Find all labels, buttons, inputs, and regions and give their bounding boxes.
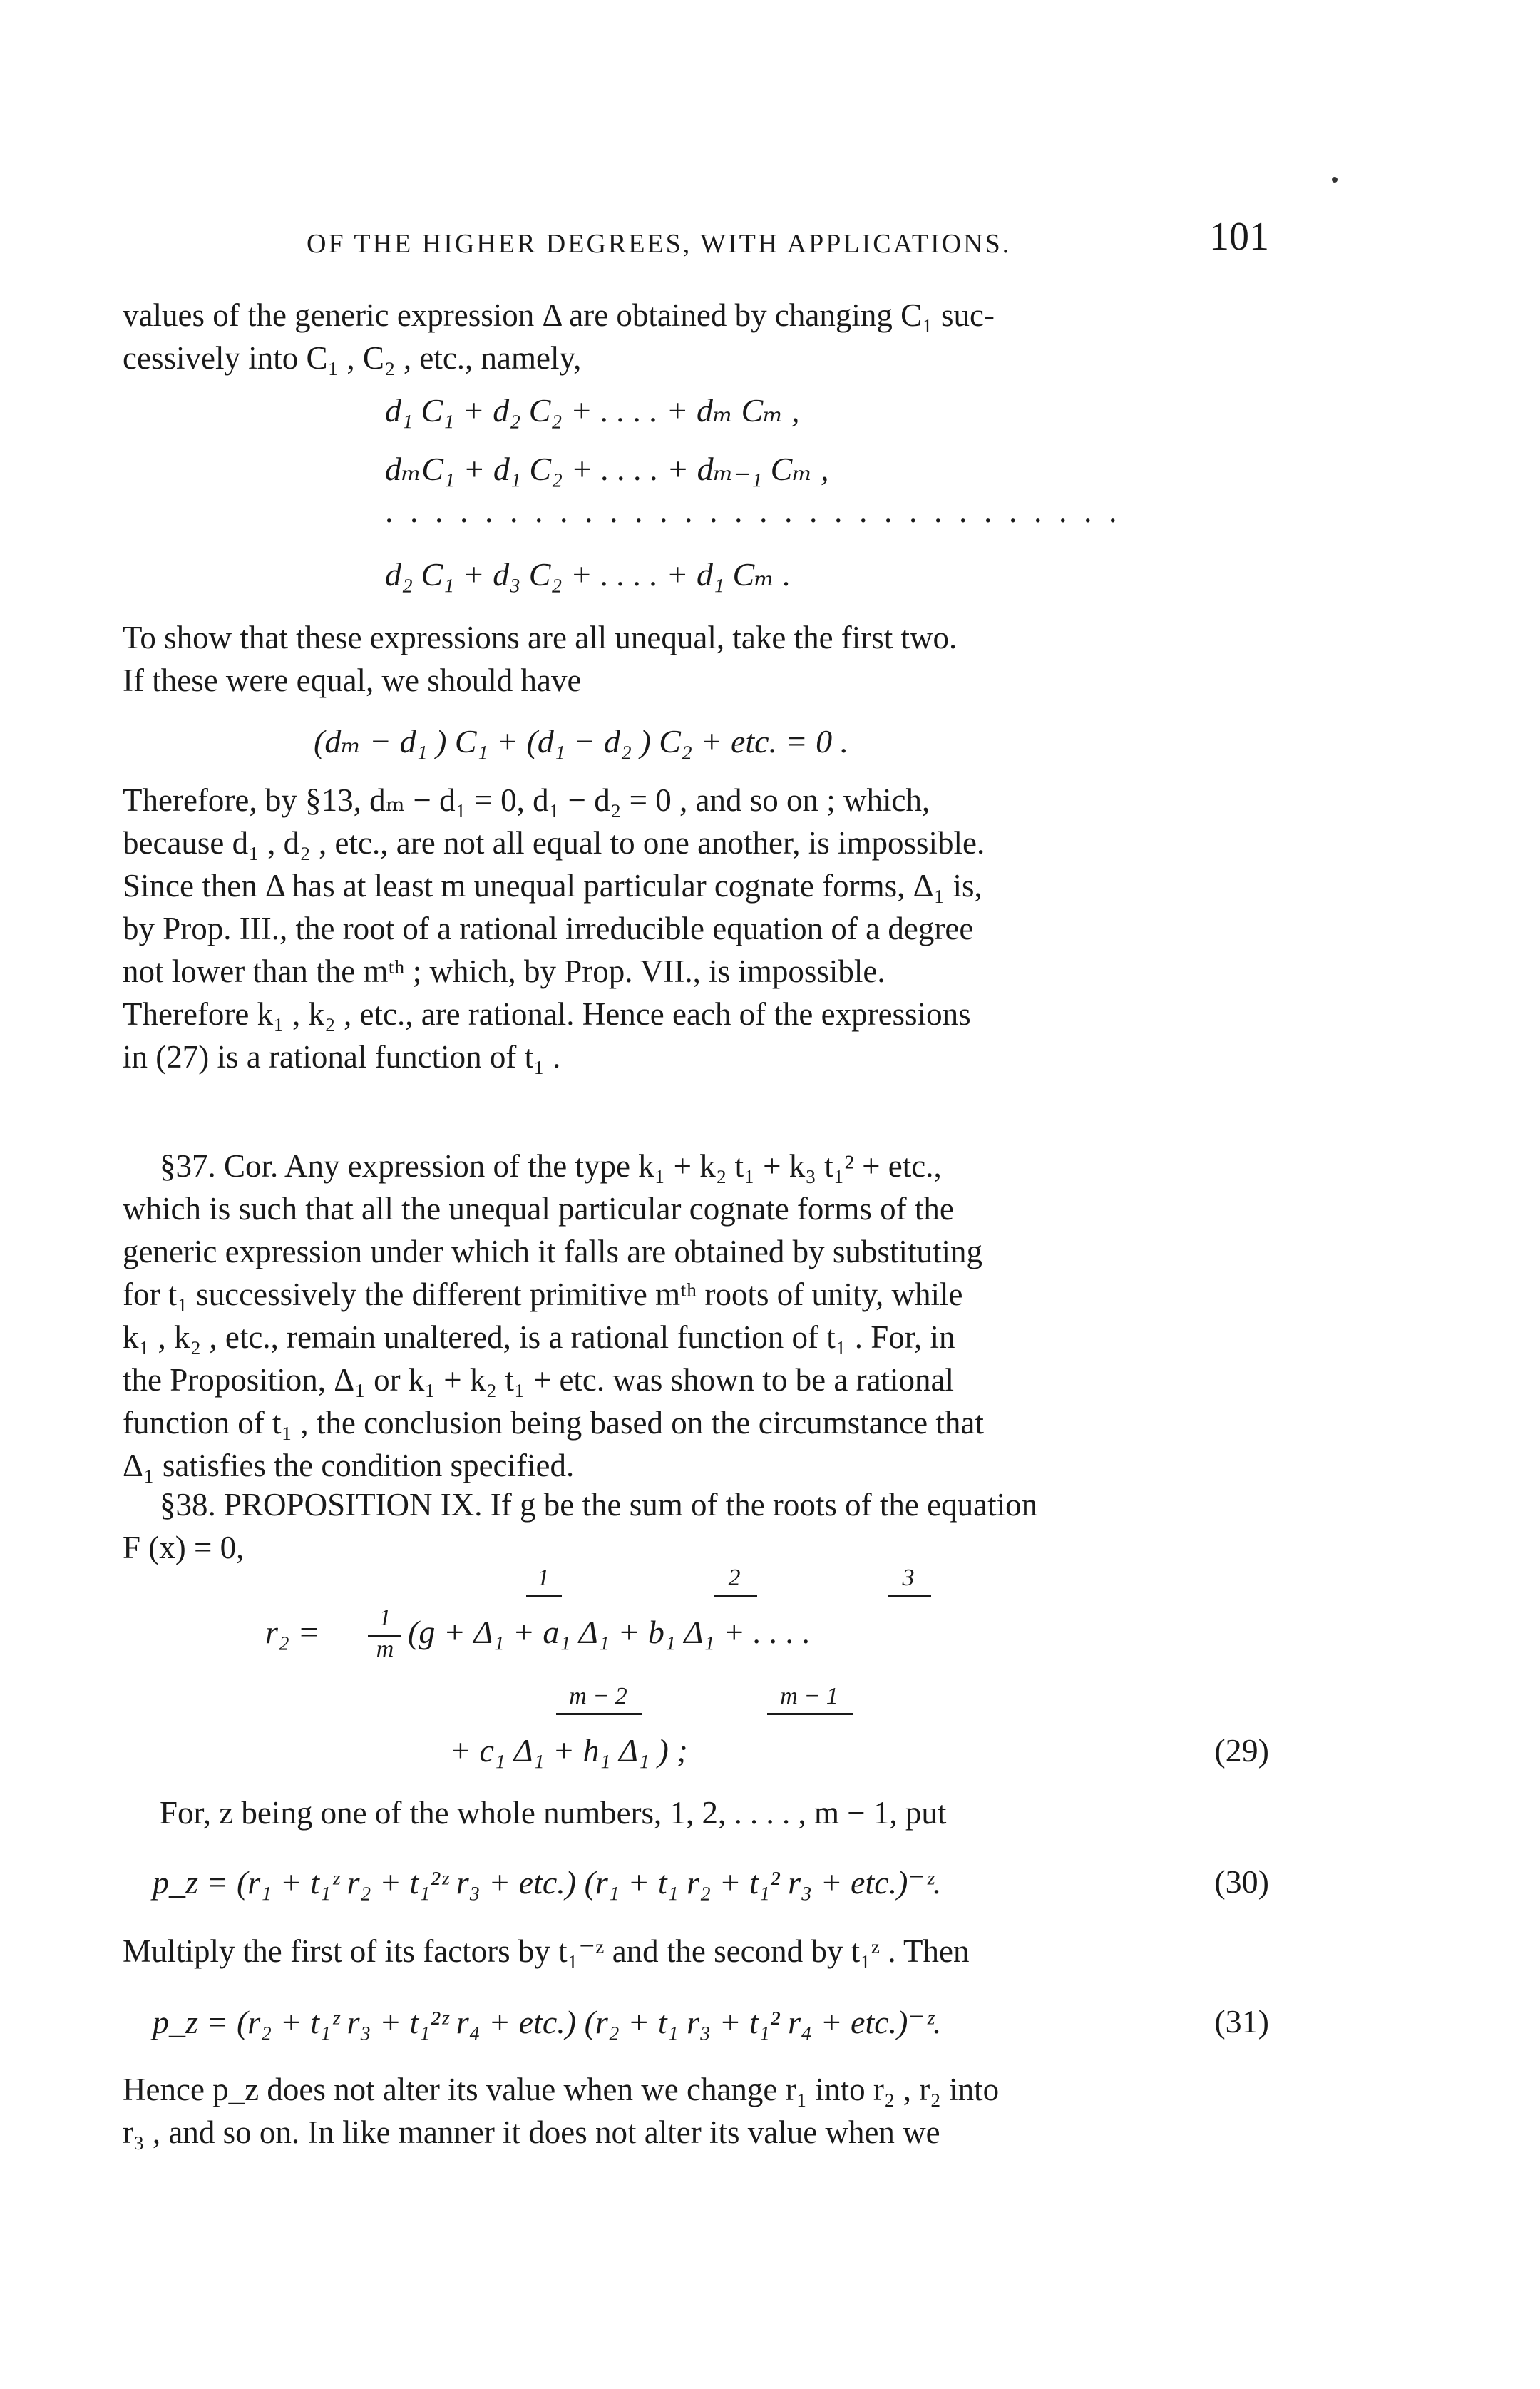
eq29-lhs: r₂ =: [265, 1614, 320, 1650]
intro-line: cessively into C₁ , C₂ , etc., namely,: [123, 340, 582, 376]
eq29-coef-den: m: [376, 1636, 394, 1662]
exp-5-num: m − 1: [780, 1683, 838, 1709]
section-37-paragraph: [123, 1145, 1269, 1487]
eq29-coef-num: 1: [379, 1605, 391, 1631]
section-37-line: function of t₁ , the conclusion being based on the circumstance that: [123, 1405, 984, 1441]
margin-dot: [1332, 177, 1338, 183]
intro-line: values of the generic expression Δ are obtained by changing C₁ suc-: [123, 297, 995, 333]
system-equation-3: d₂ C₁ + d₃ C₂ + . . . . + d₁ Cₘ .: [385, 556, 791, 593]
hence-line: Hence p_z does not alter its value when we change r₁ into r₂ , r₂ into: [123, 2072, 1000, 2107]
system-equation-1: d₁ C₁ + d₂ C₂ + . . . . + dₘ Cₘ ,: [385, 392, 800, 429]
section-37-line: for t₁ successively the different primitive mᵗʰ roots of unity, while: [123, 1277, 963, 1312]
therefore-line: by Prop. III., the root of a rational irreducible equation of a degree: [123, 911, 974, 946]
exp-2-bar: [714, 1595, 757, 1597]
running-head: OF THE HIGHER DEGREES, WITH APPLICATIONS.: [307, 229, 1012, 259]
section-38-line: §38. PROPOSITION IX. If g be the sum of the roots of the equation: [160, 1487, 1038, 1523]
show-paragraph: [123, 616, 1269, 702]
eq29-line-2: + c₁ Δ₁ + h₁ Δ₁ ) ;: [449, 1732, 688, 1769]
therefore-paragraph: [123, 779, 1269, 1078]
difference-equation: (dₘ − d₁ ) C₁ + (d₁ − d₂ ) C₂ + etc. = 0 .: [314, 723, 849, 759]
section-37-line: Δ₁ satisfies the condition specified.: [123, 1448, 575, 1483]
for-line: For, z being one of the whole numbers, 1, 2, . . . . , m − 1, put: [160, 1795, 947, 1831]
intro-paragraph: [123, 294, 1269, 379]
multiply-paragraph: [123, 1930, 1269, 1973]
equation-31-number: (31): [1214, 2003, 1269, 2040]
therefore-line: because d₁ , d₂ , etc., are not all equal to one another, is impossible.: [123, 825, 985, 861]
page-header: [307, 214, 1269, 271]
therefore-line: Therefore k₁ , k₂ , etc., are rational. Hence each of the expressions: [123, 996, 971, 1032]
therefore-line: not lower than the mᵗʰ ; which, by Prop. VII., is impossible.: [123, 953, 885, 989]
equation-31: p_z = (r₂ + t₁ᶻ r₃ + t₁²ᶻ r₄ + etc.) (r₂ + t₁ r₃ + t₁² r₄ + etc.)⁻ᶻ.: [153, 2004, 942, 2040]
exp-1-bar: [526, 1595, 562, 1597]
eq29-number: (29): [1214, 1732, 1269, 1769]
exp-2-num: 2: [728, 1565, 741, 1591]
section-37-line: k₁ , k₂ , etc., remain unaltered, is a rational function of t₁ . For, in: [123, 1319, 955, 1355]
exp-3-num: 3: [902, 1565, 915, 1591]
page-number: 101: [1209, 215, 1269, 259]
section-38-paragraph: [123, 1483, 1269, 1569]
section-38-line: F (x) = 0,: [123, 1530, 245, 1565]
show-line: To show that these expressions are all unequal, take the first two.: [123, 620, 958, 655]
hence-line: r₃ , and so on. In like manner it does not alter its value when we: [123, 2114, 940, 2150]
section-37-line: the Proposition, Δ₁ or k₁ + k₂ t₁ + etc. was shown to be a rational: [123, 1362, 955, 1398]
section-37-line: §37. Cor. Any expression of the type k₁ + k₂ t₁ + k₃ t₁² + etc.,: [160, 1148, 942, 1184]
therefore-line: Therefore, by §13, dₘ − d₁ = 0, d₁ − d₂ = 0 , and so on ; which,: [123, 782, 930, 818]
exp-5-bar: [767, 1713, 853, 1715]
multiply-line: Multiply the first of its factors by t₁⁻ᶻ and the second by t₁ᶻ . Then: [123, 1933, 970, 1969]
equation-30-number: (30): [1214, 1863, 1269, 1900]
exp-1-num: 1: [537, 1565, 550, 1591]
exp-3-bar: [888, 1595, 931, 1597]
section-37-line: which is such that all the unequal particular cognate forms of the: [123, 1191, 954, 1227]
eq29-line-1: (g + Δ₁ + a₁ Δ₁ + b₁ Δ₁ + . . . .: [408, 1614, 811, 1650]
exp-4-num: m − 2: [569, 1683, 627, 1709]
for-paragraph: [123, 1791, 1269, 1834]
system-equation-2: dₘC₁ + d₁ C₂ + . . . . + dₘ₋₁ Cₘ ,: [385, 451, 829, 487]
hence-paragraph: [123, 2068, 1269, 2154]
therefore-line: in (27) is a rational function of t₁ .: [123, 1039, 561, 1075]
system-ellipsis-row: . . . . . . . . . . . . . . . . . . . . . . . . . . . . . .: [385, 493, 1121, 529]
exp-4-bar: [556, 1713, 642, 1715]
therefore-line: Since then Δ has at least m unequal particular cognate forms, Δ₁ is,: [123, 868, 982, 904]
section-37-line: generic expression under which it falls are obtained by substituting: [123, 1234, 982, 1269]
equation-30: p_z = (r₁ + t₁ᶻ r₂ + t₁²ᶻ r₃ + etc.) (r₁ + t₁ r₂ + t₁² r₃ + etc.)⁻ᶻ.: [153, 1864, 942, 1901]
show-line: If these were equal, we should have: [123, 663, 582, 698]
